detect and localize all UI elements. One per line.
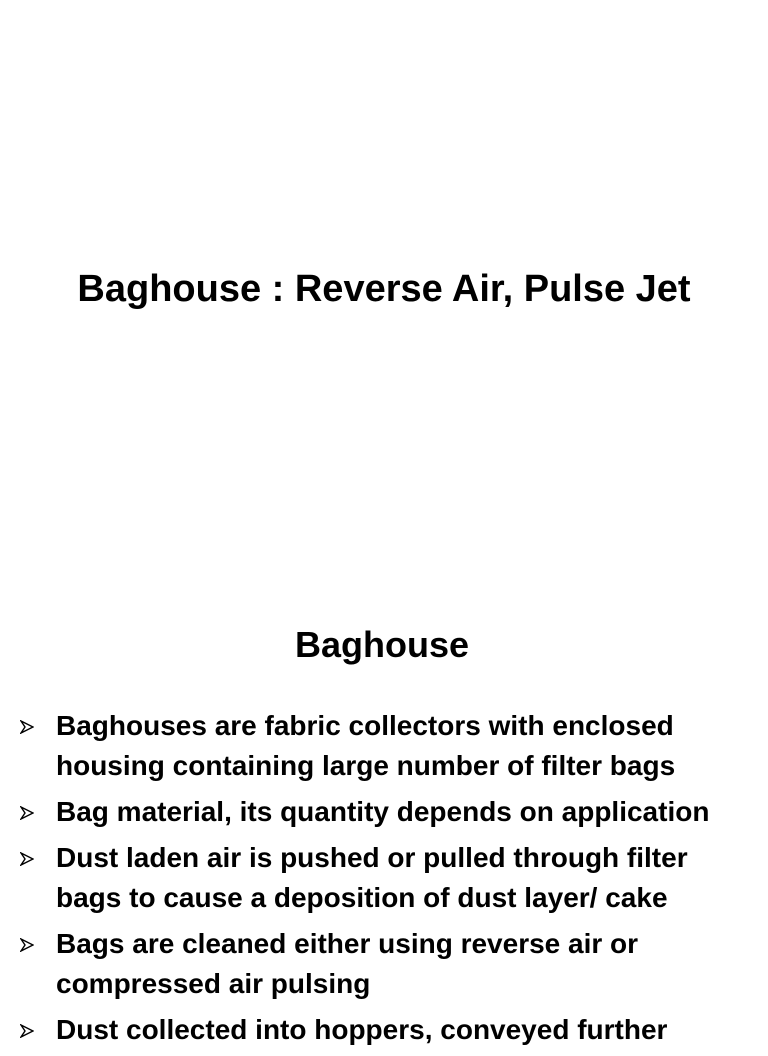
bullet-item	[0, 706, 768, 786]
arrowhead-bullet-icon	[20, 806, 34, 820]
arrowhead-bullet-icon	[20, 720, 34, 734]
bullet-text-line: housing containing large number of filter bags	[56, 750, 676, 781]
bullet-text-line: Bag material, its quantity depends on application	[56, 796, 710, 827]
bullet-text-line: Dust collected into hoppers, conveyed further	[56, 1014, 668, 1045]
bullet-list	[0, 706, 768, 1056]
bullet-text-line: Baghouses are fabric collectors with enclosed	[56, 710, 674, 741]
bullet-text-line: Dust laden air is pushed or pulled through filter	[56, 842, 688, 873]
arrowhead-bullet-icon	[20, 1024, 34, 1038]
slide-title: Baghouse : Reverse Air, Pulse Jet	[77, 268, 691, 310]
bullet-text-line: compressed air pulsing	[56, 968, 371, 999]
arrowhead-bullet-icon	[20, 852, 34, 866]
bullet-item	[0, 1010, 768, 1050]
section-heading: Baghouse	[294, 624, 470, 665]
bullet-item	[0, 838, 768, 918]
arrowhead-bullet-icon	[20, 938, 34, 952]
bullet-text-line: Bags are cleaned either using reverse air or	[56, 928, 639, 959]
bullet-item	[0, 924, 768, 1004]
bullet-text-line: bags to cause a deposition of dust layer/ cake	[56, 882, 668, 913]
bullet-item	[0, 792, 768, 832]
